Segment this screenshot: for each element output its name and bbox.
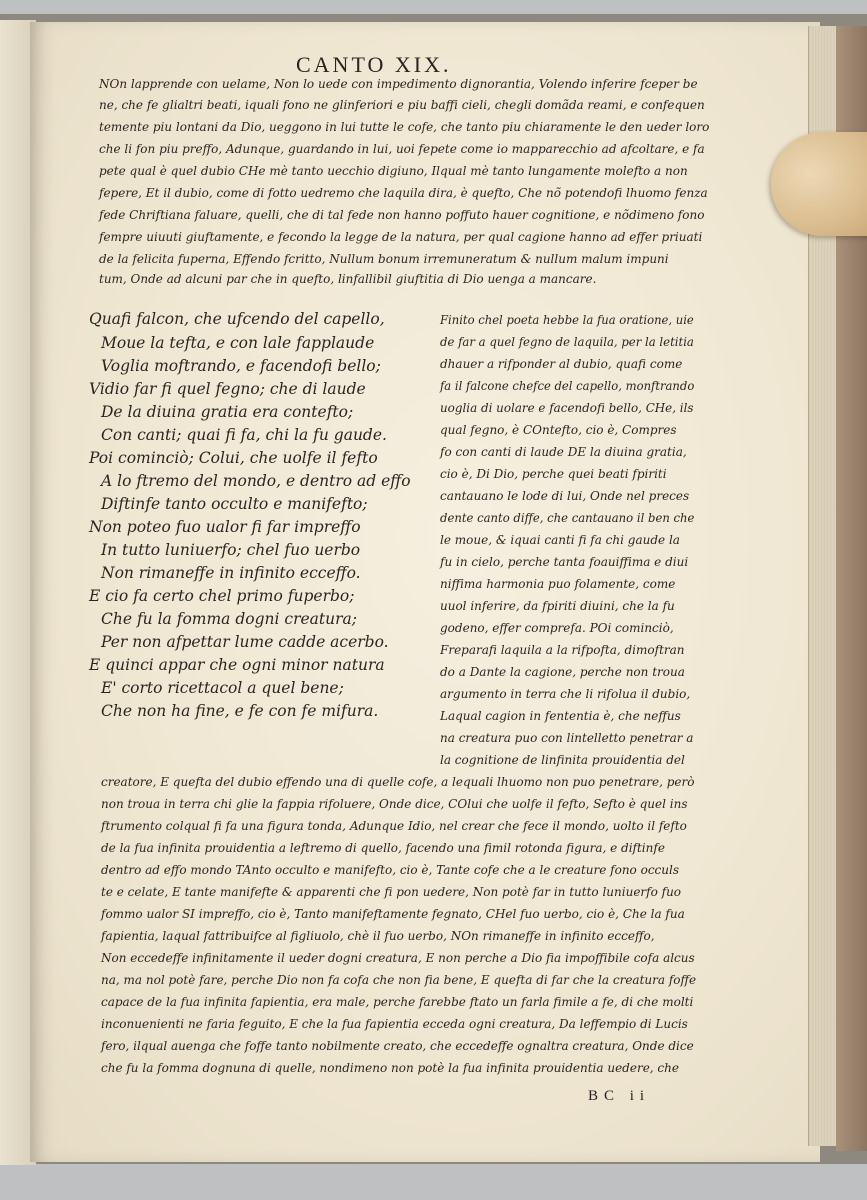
side-line: cantauano le lode di lui, Onde nel preces — [440, 489, 690, 503]
verse-line: In tutto luniuerfo; chel fuo uerbo — [101, 541, 361, 559]
verse-line: Diftinfe tanto occulto e manifefto; — [101, 495, 368, 513]
intro-line: ne, che fe glialtri beati, iquali fono ne glinferiori e piu baffi cieli, chegli domãda reami, e confequen — [99, 98, 705, 112]
side-line: dente canto diffe, che cantauano il ben che — [440, 511, 695, 525]
side-line: na creatura puo con lintelletto penetrar a — [440, 731, 694, 745]
intro-line: fempre uiuuti giuftamente, e fecondo la legge de la natura, per qual cagione hanno ad effer priuati — [99, 230, 703, 244]
bottom-line: inconuenienti ne faria feguito, E che la fua fapientia ecceda ogni creatura, Da leffempio di Lucis — [101, 1017, 688, 1031]
verse-line: Per non afpettar lume cadde acerbo. — [101, 633, 389, 651]
verse-line: Che fu la fomma dogni creatura; — [101, 610, 357, 628]
side-line: fu in cielo, perche tanta foauiffima e diui — [440, 555, 689, 569]
bottom-line: creatore, E quefta del dubio effendo una di quelle cofe, a lequali lhuomo non puo penetrare, però — [101, 775, 695, 789]
verse-line: Con canti; quai fi fa, chi la fu gaude. — [101, 426, 387, 444]
side-line: fa il falcone chefce del capello, monftrando — [440, 379, 695, 393]
bottom-line: na, ma nol potè fare, perche Dio non fa cofa che non fia bene, E quefta di far che la creatura foffe — [101, 973, 697, 987]
intro-line: temente piu lontani da Dio, ueggono in lui tutte le cofe, che tanto piu chiaramente le den ueder loro — [99, 120, 710, 134]
bottom-line: non troua in terra chi glie la fappia rifoluere, Onde dice, COlui che uolfe il fefto, Sefto è quel ins — [101, 797, 688, 811]
side-line: la cognitione de linfinita prouidentia del — [440, 753, 685, 767]
intro-line: NOn lapprende con uelame, Non lo uede con impedimento dignorantia, Volendo inferire fceper be — [99, 77, 698, 91]
side-line: qual fegno, è COntefto, cio è, Compres — [440, 423, 677, 437]
intro-line: tum, Onde ad alcuni par che in quefto, linfallibil giuftitia di Dio uenga a mancare. — [99, 272, 597, 286]
intro-line: che li fon piu preffo, Adunque, guardando in lui, uoi fepete come io mapparecchio ad afcoltare, e fa — [99, 142, 705, 156]
verse-line: Moue la tefta, e con lale fapplaude — [101, 334, 375, 352]
signature-mark: BC ii — [588, 1088, 651, 1104]
bottom-line: Non eccedeffe infinitamente il ueder dogni creatura, E non perche a Dio fia impoffibile cofa alcus — [101, 951, 695, 965]
bottom-line: che fu la fomma dognuna di quelle, nondimeno non potè la fua infinita prouidentia uedere, che — [101, 1061, 679, 1075]
side-line: fo con canti di laude DE la diuina gratia, — [440, 445, 687, 459]
side-line: cio è, Di Dio, perche quei beati fpiriti — [440, 467, 667, 481]
verse-line: A lo ftremo del mondo, e dentro ad effo — [101, 472, 411, 490]
verse-line: Vidio far fi quel fegno; che di laude — [89, 380, 366, 398]
bottom-line: capace de la fua infinita fapientia, era male, perche farebbe ftato un farla fimile a fe, di che molti — [101, 995, 694, 1009]
book-weight — [771, 132, 867, 236]
bottom-line: de la fua infinita prouidentia a leftremo di quello, facendo una fimil rotonda figura, e diftinfe — [101, 841, 665, 855]
bottom-line: dentro ad effo mondo TAnto occulto e manifefto, cio è, Tante cofe che a le creature fono occuls — [101, 863, 679, 877]
verse-line: Non rimaneffe in infinito ecceffo. — [101, 564, 361, 582]
side-line: Finito chel poeta hebbe la fua oratione, uie — [440, 313, 694, 327]
side-line: Laqual cagion in fententia è, che neffus — [440, 709, 681, 723]
bottom-line: fommo ualor SI impreffo, cio è, Tanto manifeftamente fegnato, CHel fuo uerbo, cio è, Che la fua — [101, 907, 685, 921]
canto-title: CANTO XIX. — [296, 52, 452, 77]
verse-line: Quafi falcon, che ufcendo del capello, — [89, 310, 385, 328]
side-line: godeno, effer comprefa. POi cominciò, — [440, 621, 674, 635]
verse-line: Che non ha fine, e fe con fe mifura. — [101, 702, 379, 720]
side-line: argumento in terra che li rifolua il dubio, — [440, 687, 691, 701]
intro-line: fepere, Et il dubio, come di fotto uedremo che laquila dira, è quefto, Che nõ potendofi lhuomo fenza — [99, 186, 708, 200]
verse-line: E quinci appar che ogni minor natura — [89, 656, 385, 674]
intro-line: de la felicita fuperna, Effendo fcritto, Nullum bonum irremuneratum & nullum malum impuni — [99, 252, 669, 266]
side-line: Freparafi laquila a la rifpofta, dimoftran — [440, 643, 685, 657]
verse-line: E cio fa certo chel primo fuperbo; — [89, 587, 355, 605]
intro-line: fede Chriftiana faluare, quelli, che di tal fede non hanno poffuto hauer cognitione, e nõdimeno fono — [99, 208, 705, 222]
verse-line: Voglia moftrando, e facendofi bello; — [101, 357, 381, 375]
side-line: niffima harmonia puo folamente, come — [440, 577, 676, 591]
verse-line: E' corto ricettacol a quel bene; — [101, 679, 344, 697]
bottom-line: fapientia, laqual fattribuifce al figliuolo, chè il fuo uerbo, NOn rimaneffe in infinito ecceffo, — [101, 929, 655, 943]
side-line: dhauer a rifponder al dubio, quafi come — [440, 357, 683, 371]
side-line: de far a quel fegno de laquila, per la letitia — [440, 335, 694, 349]
verse-line: Poi cominciò; Colui, che uolfe il fefto — [89, 449, 378, 467]
bottom-line: fero, ilqual auenga che foffe tanto nobilmente creato, che eccedeffe ognaltra creatura, Onde dice — [101, 1039, 694, 1053]
verse-line: De la diuina gratia era contefto; — [101, 403, 354, 421]
intro-line: pete qual è quel dubio CHe mè tanto uecchio digiuno, Ilqual mè tanto lungamente molefto a non — [99, 164, 688, 178]
bottom-line: ftrumento colqual fi fa una figura tonda, Adunque Idio, nel crear che fece il mondo, uolto il fefto — [101, 819, 687, 833]
side-line: uoglia di uolare e facendofi bello, CHe, ils — [440, 401, 694, 415]
side-line: do a Dante la cagione, perche non troua — [440, 665, 685, 679]
side-line: le moue, & iquai canti fi fa chi gaude la — [440, 533, 680, 547]
verse-line: Non poteo fuo ualor fi far impreffo — [89, 518, 361, 536]
side-line: uuol inferire, da fpiriti diuini, che la fu — [440, 599, 675, 613]
bottom-line: te e celate, E tante manifefte & apparenti che fi pon uedere, Non potè far in tutto luniuerfo fuo — [101, 885, 682, 899]
